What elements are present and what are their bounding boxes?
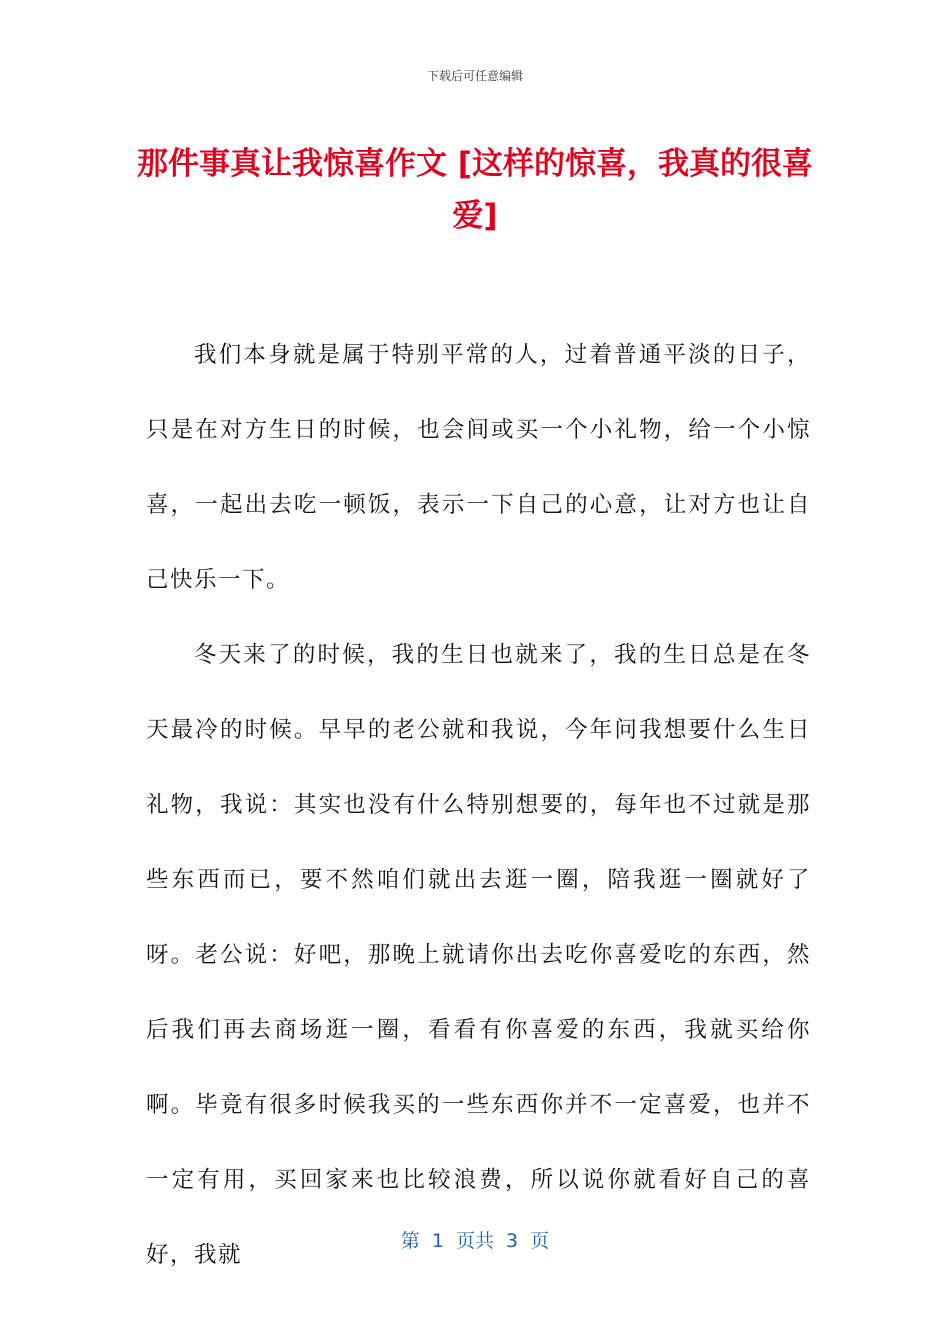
page-header-note: 下载后可任意编辑 bbox=[426, 69, 523, 83]
page-footer bbox=[0, 1226, 950, 1253]
document-title: 那件事真让我惊喜作文 [这样的惊喜，我真的很喜爱] bbox=[137, 146, 813, 234]
document-body bbox=[146, 318, 811, 1293]
footer-prefix: 第 bbox=[400, 1230, 420, 1252]
footer-current-page: 1 bbox=[431, 1230, 444, 1252]
footer-suffix: 页 bbox=[530, 1230, 550, 1252]
footer-mid: 页共 bbox=[455, 1230, 494, 1252]
footer-total-pages: 3 bbox=[506, 1230, 519, 1252]
paragraph-1: 我们本身就是属于特别平常的人，过着普通平淡的日子，只是在对方生日的时候，也会间或买一个小礼物，给一个小惊喜，一起出去吃一顿饭，表示一下自己的心意，让对方也让自己快乐一下。 bbox=[146, 342, 811, 593]
paragraph-2: 冬天来了的时候，我的生日也就来了，我的生日总是在冬天最冷的时候。早早的老公就和我说，今年问我想要什么生日礼物，我说：其实也没有什么特别想要的，每年也不过就是那些东西而已，要不然咱们就出去逛一圈，陪我逛一圈就好了呀。老公说：好吧，那晚上就请你出去吃你喜爱吃的东西，然后我们再去商场逛一圈，看看有你喜爱的东西，我就买给你啊。毕竟有很多时候我买的一些东西你并不一定喜爱，也并不一定有用，买回家来也比较浪费，所以说你就看好自己的喜好，我就 bbox=[146, 642, 811, 1268]
